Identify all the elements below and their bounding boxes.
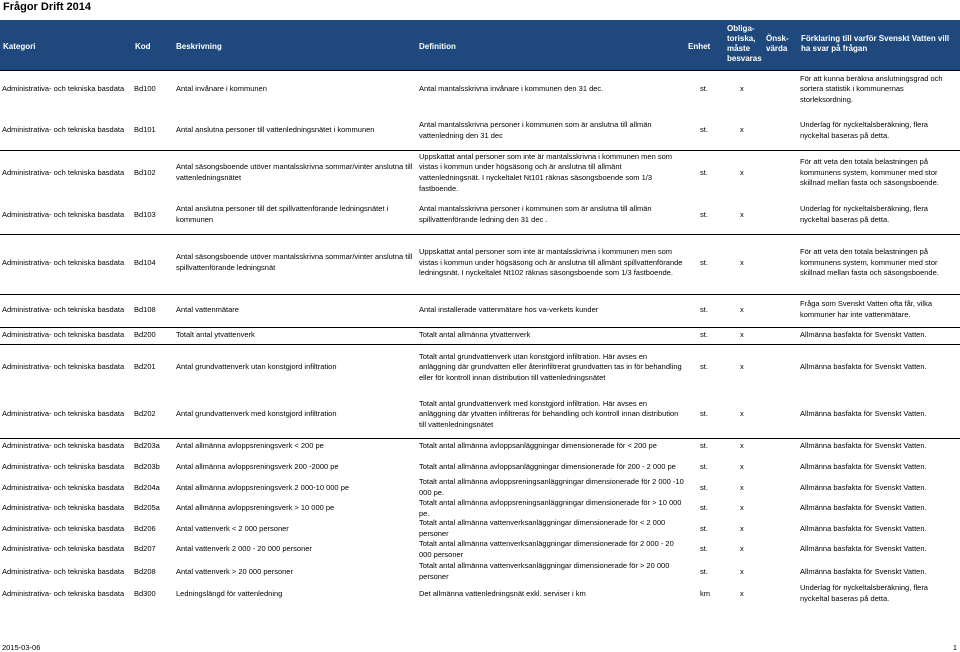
cell-kategori: Administrativa- och tekniska basdata bbox=[2, 588, 125, 598]
cell-definition: Totalt antal allmänna vattenverksanläggningar dimensionerade för > 20 000 personer bbox=[419, 561, 670, 581]
cell-kod: Bd200 bbox=[134, 330, 156, 340]
cell-enhet: st. bbox=[700, 503, 708, 513]
cell-definition: Det allmänna vattenledningsnät exkl. serviser i km bbox=[419, 588, 586, 598]
cell-definition: Totalt antal allmänna avloppsanläggningar dimensionerade för 200 - 2 000 pe bbox=[419, 461, 676, 471]
cell-definition: Totalt antal grundvattenverk med konstgjord infiltration. Här avses en anläggning där ytvatten infiltreras för behandling och kontroll innan distribution till vattenledningsnätet bbox=[419, 398, 679, 429]
cell-definition: Antal mantalsskrivna invånare i kommunen den 31 dec. bbox=[419, 84, 604, 94]
header-enhet: Enhet bbox=[688, 42, 711, 51]
cell-obligatoriska: x bbox=[740, 503, 744, 513]
cell-definition: Totalt antal grundvattenverk utan konstgjord infiltration. Här avses en anläggning där grundvatten eller återinfiltrerat grundvatten tas in för behandling eller för kontroll innan distribution till vattenledningsnätet bbox=[419, 351, 682, 382]
cell-kategori: Administrativa- och tekniska basdata bbox=[2, 125, 125, 135]
header-beskrivning: Beskrivning bbox=[176, 42, 222, 51]
cell-enhet: st. bbox=[700, 566, 708, 576]
cell-kod: Bd203b bbox=[134, 461, 160, 471]
cell-kod: Bd104 bbox=[134, 257, 156, 267]
cell-obligatoriska: x bbox=[740, 304, 744, 314]
cell-kod: Bd204a bbox=[134, 482, 160, 492]
cell-beskrivning: Antal säsongsboende utöver mantalsskrivna sommar/vinter anslutna till spillvattenförande ledningsnät bbox=[176, 252, 413, 272]
cell-obligatoriska: x bbox=[740, 409, 744, 419]
cell-definition: Antal mantalsskrivna personer i kommunen som är anslutna till allmän spillvattenförande ledning den 31 dec . bbox=[419, 204, 652, 224]
cell-kod: Bd201 bbox=[134, 362, 156, 372]
cell-kod: Bd108 bbox=[134, 304, 156, 314]
cell-forklaring: Underlag för nyckeltalsberäkning, flera nyckeltal baseras på detta. bbox=[800, 583, 928, 603]
cell-obligatoriska: x bbox=[740, 257, 744, 267]
cell-obligatoriska: x bbox=[740, 482, 744, 492]
cell-kategori: Administrativa- och tekniska basdata bbox=[2, 304, 125, 314]
cell-kod: Bd205a bbox=[134, 503, 160, 513]
cell-obligatoriska: x bbox=[740, 362, 744, 372]
header-definition: Definition bbox=[419, 42, 456, 51]
cell-beskrivning: Totalt antal ytvattenverk bbox=[176, 330, 255, 340]
cell-kategori: Administrativa- och tekniska basdata bbox=[2, 362, 125, 372]
cell-enhet: st. bbox=[700, 461, 708, 471]
cell-obligatoriska: x bbox=[740, 566, 744, 576]
cell-enhet: st. bbox=[700, 257, 708, 267]
cell-kod: Bd100 bbox=[134, 84, 156, 94]
cell-enhet: st. bbox=[700, 482, 708, 492]
cell-obligatoriska: x bbox=[740, 544, 744, 554]
cell-beskrivning: Antal grundvattenverk med konstgjord infiltration bbox=[176, 409, 337, 419]
cell-forklaring: Allmänna basfakta för Svenskt Vatten. bbox=[800, 409, 927, 419]
cell-kod: Bd207 bbox=[134, 544, 156, 554]
cell-kategori: Administrativa- och tekniska basdata bbox=[2, 461, 125, 471]
cell-kategori: Administrativa- och tekniska basdata bbox=[2, 482, 125, 492]
cell-forklaring: Allmänna basfakta för Svenskt Vatten. bbox=[800, 330, 927, 340]
cell-forklaring: Underlag för nyckeltalsberäkning, flera nyckeltal baseras på detta. bbox=[800, 204, 928, 224]
cell-forklaring: För att veta den totala belastningen på kommunens system, kommuner med stor skillnad mellan fasta och säsongsboende. bbox=[800, 247, 939, 278]
cell-enhet: st. bbox=[700, 441, 708, 451]
cell-enhet: st. bbox=[700, 167, 708, 177]
cell-kod: Bd101 bbox=[134, 125, 156, 135]
cell-kategori: Administrativa- och tekniska basdata bbox=[2, 257, 125, 267]
cell-obligatoriska: x bbox=[740, 125, 744, 135]
cell-definition: Totalt antal allmänna avloppsanläggningar dimensionerade för < 200 pe bbox=[419, 441, 657, 451]
cell-kod: Bd103 bbox=[134, 209, 156, 219]
cell-forklaring: Fråga som Svenskt Vatten ofta får, vilka kommuner har inte vattenmätare. bbox=[800, 299, 933, 319]
cell-obligatoriska: x bbox=[740, 461, 744, 471]
cell-kod: Bd206 bbox=[134, 523, 156, 533]
footer-page-number: 1 bbox=[952, 643, 957, 652]
cell-kategori: Administrativa- och tekniska basdata bbox=[2, 330, 125, 340]
cell-beskrivning: Antal allmänna avloppsreningsverk 2 000-10 000 pe bbox=[176, 482, 350, 492]
cell-kod: Bd102 bbox=[134, 167, 156, 177]
cell-obligatoriska: x bbox=[740, 84, 744, 94]
cell-beskrivning: Ledningslängd för vattenledning bbox=[176, 588, 283, 598]
cell-forklaring: Allmänna basfakta för Svenskt Vatten. bbox=[800, 566, 927, 576]
cell-kod: Bd208 bbox=[134, 566, 156, 576]
cell-enhet: st. bbox=[700, 209, 708, 219]
cell-enhet: st. bbox=[700, 362, 708, 372]
cell-definition: Totalt antal allmänna avloppsreningsanläggningar dimensionerade för > 10 000 pe. bbox=[419, 497, 682, 518]
cell-kategori: Administrativa- och tekniska basdata bbox=[2, 523, 125, 533]
header-onskvarda: Önsk- värda bbox=[766, 34, 789, 53]
cell-forklaring: För att kunna beräkna anslutningsgrad och sortera statistik i kommunernas storleksordning. bbox=[800, 73, 943, 104]
header-obligatoriska: Obliga- toriska, måste besvaras bbox=[727, 24, 762, 63]
cell-definition: Totalt antal allmänna avloppsreningsanläggningar dimensionerade för 2 000 -10 000 pe. bbox=[419, 477, 684, 497]
cell-forklaring: Allmänna basfakta för Svenskt Vatten. bbox=[800, 482, 927, 492]
cell-beskrivning: Antal invånare i kommunen bbox=[176, 84, 267, 94]
cell-beskrivning: Antal allmänna avloppsreningsverk 200 -2000 pe bbox=[176, 461, 339, 471]
cell-kategori: Administrativa- och tekniska basdata bbox=[2, 544, 125, 554]
cell-enhet: st. bbox=[700, 84, 708, 94]
cell-forklaring: Allmänna basfakta för Svenskt Vatten. bbox=[800, 544, 927, 554]
cell-enhet: st. bbox=[700, 125, 708, 135]
cell-definition: Antal installerade vattenmätare hos va-verkets kunder bbox=[419, 304, 599, 314]
header-kod: Kod bbox=[135, 42, 151, 51]
cell-enhet: st. bbox=[700, 544, 708, 554]
cell-definition: Totalt antal allmänna vattenverksanläggningar dimensionerade för 2 000 - 20 000 personer bbox=[419, 538, 674, 559]
header-forklaring: Förklaring till varför Svenskt Vatten vill ha svar på frågan bbox=[801, 34, 950, 53]
cell-definition: Totalt antal allmänna vattenverksanläggningar dimensionerade för < 2 000 personer bbox=[419, 518, 666, 538]
cell-kategori: Administrativa- och tekniska basdata bbox=[2, 441, 125, 451]
cell-obligatoriska: x bbox=[740, 330, 744, 340]
cell-definition: Uppskattat antal personer som inte är mantalsskrivna i kommunen men som vistas i kommun under högsäsong och är anslutna till allmänt spillvattenförande ledningsnät. I nyckeltalet Nt102 räknas säsongsboende som 1/3 fastboende. bbox=[419, 247, 683, 278]
cell-beskrivning: Antal allmänna avloppsreningsverk < 200 pe bbox=[176, 441, 324, 451]
cell-beskrivning: Antal allmänna avloppsreningsverk > 10 000 pe bbox=[176, 503, 335, 513]
cell-beskrivning: Antal säsongsboende utöver mantalsskrivna sommar/vinter anslutna till vattenledningsnätet bbox=[176, 162, 413, 182]
cell-enhet: st. bbox=[700, 304, 708, 314]
cell-forklaring: Allmänna basfakta för Svenskt Vatten. bbox=[800, 503, 927, 513]
cell-definition: Uppskattat antal personer som inte är mantalsskrivna i kommunen men som vistas i kommun under högsäsong och är anslutna till allmänt vattenledningsnät. I nyckeltalet Nt101 räknas säsongsboende som 1/3 fastboende. bbox=[419, 151, 673, 193]
cell-forklaring: Underlag för nyckeltalsberäkning, flera nyckeltal baseras på detta. bbox=[800, 119, 928, 140]
cell-beskrivning: Antal grundvattenverk utan konstgjord infiltration bbox=[176, 362, 337, 372]
cell-obligatoriska: x bbox=[740, 441, 744, 451]
cell-kategori: Administrativa- och tekniska basdata bbox=[2, 409, 125, 419]
cell-forklaring: Allmänna basfakta för Svenskt Vatten. bbox=[800, 362, 927, 372]
cell-beskrivning: Antal vattenmätare bbox=[176, 304, 239, 314]
cell-obligatoriska: x bbox=[740, 209, 744, 219]
cell-beskrivning: Antal vattenverk 2 000 - 20 000 personer bbox=[176, 544, 312, 554]
cell-enhet: st. bbox=[700, 330, 708, 340]
cell-definition: Antal mantalsskrivna personer i kommunen som är anslutna till allmän vattenledning den 31 dec bbox=[419, 119, 652, 140]
table-header bbox=[0, 20, 960, 70]
cell-enhet: st. bbox=[700, 409, 708, 419]
cell-definition: Totalt antal allmänna ytvattenverk bbox=[419, 330, 531, 340]
cell-obligatoriska: x bbox=[740, 523, 744, 533]
cell-forklaring: Allmänna basfakta för Svenskt Vatten. bbox=[800, 523, 927, 533]
cell-beskrivning: Antal vattenverk < 2 000 personer bbox=[176, 523, 289, 533]
cell-obligatoriska: x bbox=[740, 588, 744, 598]
cell-kategori: Administrativa- och tekniska basdata bbox=[2, 209, 125, 219]
cell-forklaring: För att veta den totala belastningen på kommunens system, kommuner med stor skillnad mellan fasta och säsongsboende. bbox=[800, 157, 939, 188]
page-title: Frågor Drift 2014 bbox=[3, 1, 92, 13]
cell-kod: Bd203a bbox=[134, 441, 160, 451]
cell-kategori: Administrativa- och tekniska basdata bbox=[2, 167, 125, 177]
cell-beskrivning: Antal vattenverk > 20 000 personer bbox=[176, 566, 293, 576]
cell-forklaring: Allmänna basfakta för Svenskt Vatten. bbox=[800, 461, 927, 471]
cell-enhet: km bbox=[700, 588, 710, 598]
cell-kod: Bd202 bbox=[134, 409, 156, 419]
cell-enhet: st. bbox=[700, 523, 708, 533]
cell-beskrivning: Antal anslutna personer till det spillvattenförande ledningsnätet i kommunen bbox=[176, 204, 389, 224]
header-kategori: Kategori bbox=[3, 42, 36, 51]
row-separator bbox=[0, 70, 960, 71]
cell-kod: Bd300 bbox=[134, 588, 156, 598]
cell-obligatoriska: x bbox=[740, 167, 744, 177]
cell-kategori: Administrativa- och tekniska basdata bbox=[2, 84, 125, 94]
footer-date: 2015-03-06 bbox=[2, 643, 41, 652]
cell-beskrivning: Antal anslutna personer till vattenledningsnätet i kommunen bbox=[176, 125, 375, 135]
cell-kategori: Administrativa- och tekniska basdata bbox=[2, 566, 125, 576]
cell-forklaring: Allmänna basfakta för Svenskt Vatten. bbox=[800, 441, 927, 451]
cell-kategori: Administrativa- och tekniska basdata bbox=[2, 503, 125, 513]
